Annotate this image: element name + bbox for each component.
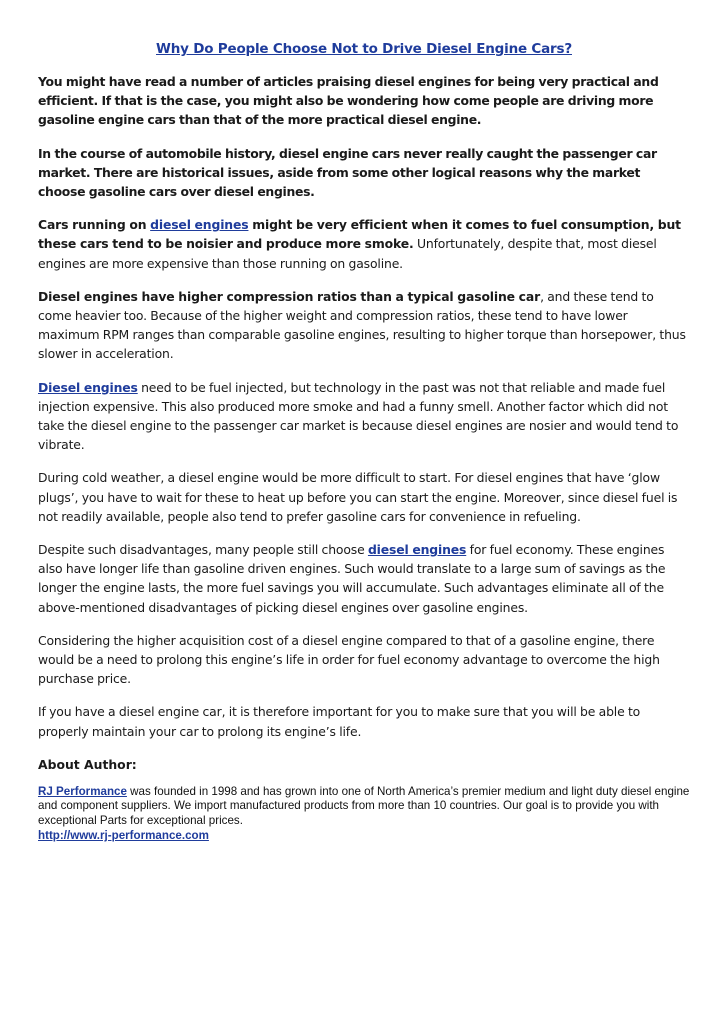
paragraph-history: In the course of automobile history, diesel engine cars never really caught the passenger car market. There are historical issues, aside from some other logical reasons why the market choose gasoline cars over diesel engines. — [38, 145, 657, 200]
paragraph-economy-post: for fuel economy. These engines also have longer life than gasoline driven engines. Such would translate to a large sum of savings as the longer the engine lasts, the more fuel savings you will accumulate. Such advantages eliminate all of the above-mentioned disadvantages of picking diesel engines over gasoline engines. — [38, 542, 666, 615]
paragraph-efficiency-normal: Unfortunately, despite that, most diesel engines are more expensive than those running on gasoline. — [38, 236, 657, 271]
author-bio — [38, 785, 690, 843]
diesel-engines-link-3[interactable]: diesel engines — [367, 542, 467, 558]
author-url-link[interactable]: http://www.rj-performance.com — [38, 828, 209, 842]
paragraph-compression-normal: , and these tend to come heavier too. Because of the higher weight and compression ratios, these tend to have lower maximum RPM ranges than comparable gasoline engines, resulting to higher torque than horsepower, thus slower in acceleration. — [38, 288, 686, 362]
paragraph-injection-normal: need to be fuel injected, but technology in the past was not that reliable and made fuel injection expensive. This also produced more smoke and had a funny smell. Another factor which did not take the diesel engine to the passenger car market is because diesel engines are nosier and would tend to vibrate. — [38, 379, 679, 453]
paragraph-intro: You might have read a number of articles praising diesel engines for being very practical and efficient. If that is the case, you might also be wondering how come people are driving more gasoline engine cars than that of the more practical diesel engine. — [38, 74, 659, 128]
diesel-engines-link-2[interactable]: Diesel engines — [38, 379, 138, 395]
paragraph-compression-bold: Diesel engines have higher compression ratios than a typical gasoline car — [38, 288, 541, 304]
paragraph-compression — [38, 287, 690, 364]
page-title: Why Do People Choose Not to Drive Diesel Engine Cars? — [156, 41, 572, 57]
paragraph-efficiency — [38, 215, 690, 273]
paragraph-cold-weather: During cold weather, a diesel engine would be more difficult to start. For diesel engines that have ‘glow plugs’, you have to wait for these to heat up before you can start the engine. Moreover, since diesel fuel is not readily available, people also tend to prefer gasoline cars for convenience in refueling. — [38, 470, 678, 524]
diesel-engines-link-1[interactable]: diesel engines — [150, 217, 249, 233]
paragraph-economy-pre: Despite such disadvantages, many people still choose — [38, 542, 368, 558]
paragraph-acquisition-cost: Considering the higher acquisition cost of a diesel engine compared to that of a gasoline engine, there would be a need to prolong this engine’s life in order for fuel economy advantage to overcome the high purchase price. — [38, 632, 660, 687]
paragraph-injection — [38, 378, 690, 455]
paragraph-maintenance: If you have a diesel engine car, it is therefore important for you to make sure that you will be able to properly maintain your car to prolong its engine’s life. — [38, 704, 641, 739]
paragraph-efficiency-bold-rest: might be very efficient when it comes to fuel consumption, but these cars tend to be noisier and produce more smoke. — [38, 217, 681, 252]
rj-performance-link[interactable]: RJ Performance — [38, 784, 127, 798]
author-bio-text: was founded in 1998 and has grown into one of North America’s premier medium and light duty diesel engine and component suppliers. We import manufactured products from more than 10 countries. Our goal is to provide you with exceptional Parts for exceptional prices. — [38, 784, 690, 828]
paragraph-efficiency-pre: Cars running on — [38, 217, 151, 233]
document-page — [38, 40, 690, 843]
about-author-heading: About Author: — [38, 756, 137, 772]
paragraph-economy — [38, 540, 690, 617]
